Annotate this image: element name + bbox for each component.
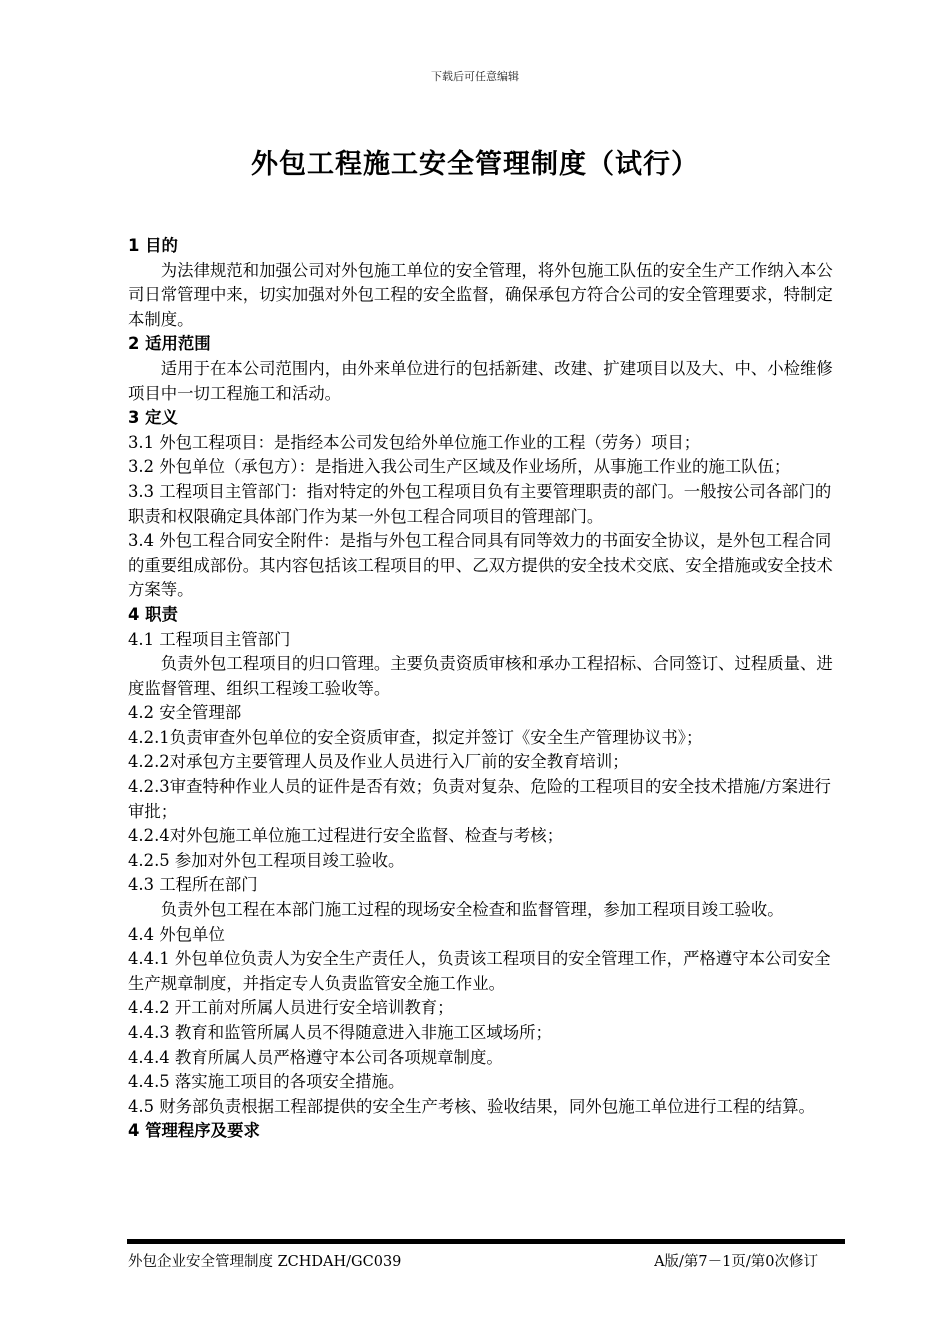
clause: 4.2.2对承包方主要管理人员及作业人员进行入厂前的安全教育培训； (128, 752, 629, 772)
paragraph: 负责外包工程项目的归口管理。主要负责资质审核和承办工程招标、合同签订、过程质量、进度监督管理、组织工程竣工验收等。 (128, 654, 833, 698)
clause: 4.4.1 外包单位负责人为安全生产责任人，负责该工程项目的安全管理工作，严格遵守本公司安全生产规章制度，并指定专人负责监管安全施工作业。 (128, 949, 831, 993)
footer-document-code: 外包企业安全管理制度 ZCHDAH/GC039 (128, 1254, 402, 1270)
clause: 4.1 工程项目主管部门 (128, 629, 291, 649)
paragraph: 为法律规范和加强公司对外包施工单位的安全管理，将外包施工队伍的安全生产工作纳入本公司日常管理中来，切实加强对外包工程的安全监督，确保承包方符合公司的安全管理要求，特制定本制度。 (128, 260, 833, 329)
clause: 4.4 外包单位 (128, 924, 225, 944)
section-heading-purpose: 1 目的 (128, 236, 178, 255)
clause: 4.2.5 参加对外包工程项目竣工验收。 (128, 850, 405, 870)
clause: 4.3 工程所在部门 (128, 875, 258, 895)
section-heading-definitions: 3 定义 (128, 408, 178, 428)
clause: 4.4.2 开工前对所属人员进行安全培训教育； (128, 998, 454, 1018)
clause: 4.4.3 教育和监管所属人员不得随意进入非施工区域场所； (128, 1023, 552, 1042)
clause: 4.2 安全管理部 (128, 703, 242, 723)
clause: 3.1 外包工程项目：是指经本公司发包给外单位施工作业的工程（劳务）项目； (128, 432, 701, 452)
paragraph: 适用于在本公司范围内，由外来单位进行的包括新建、改建、扩建项目以及大、中、小检维修项目中一切工程施工和活动。 (128, 358, 833, 403)
document-body (128, 234, 838, 1144)
clause: 3.4 外包工程合同安全附件：是指与外包工程合同具有同等效力的书面安全协议，是外包工程合同的重要组成部份。其内容包括该工程项目的甲、乙双方提供的安全技术交底、安全措施或安全技术方案等。 (128, 531, 833, 600)
section-heading-procedures: 4 管理程序及要求 (128, 1121, 260, 1141)
document-title: 外包工程施工安全管理制度（试行） (251, 149, 699, 180)
clause: 3.3 工程项目主管部门：指对特定的外包工程项目负有主要管理职责的部门。一般按公司各部门的职责和权限确定具体部门作为某一外包工程合同项目的管理部门。 (128, 481, 832, 526)
header-note: 下载后可任意编辑 (431, 70, 519, 83)
clause: 3.2 外包单位（承包方）：是指进入我公司生产区域及作业场所，从事施工作业的施工队伍； (128, 457, 791, 477)
clause: 4.2.3审查特种作业人员的证件是否有效；负责对复杂、危险的工程项目的安全技术措施/方案进行审批； (128, 777, 831, 821)
section-heading-responsibilities: 4 职责 (128, 604, 178, 624)
clause: 4.2.4对外包施工单位施工过程进行安全监督、检查与考核； (128, 826, 564, 846)
clause: 4.2.1负责审查外包单位的安全资质审查，拟定并签订《安全生产管理协议书》； (128, 727, 703, 747)
clause: 4.4.4 教育所属人员严格遵守本公司各项规章制度。 (128, 1047, 503, 1067)
footer-page-info: A版/第7－1页/第0次修订 (654, 1254, 818, 1270)
clause: 4.5 财务部负责根据工程部提供的安全生产考核、验收结果，同外包施工单位进行工程的结算。 (128, 1096, 815, 1116)
section-heading-scope: 2 适用范围 (128, 334, 211, 354)
paragraph: 负责外包工程在本部门施工过程的现场安全检查和监督管理，参加工程项目竣工验收。 (160, 900, 784, 920)
clause: 4.4.5 落实施工项目的各项安全措施。 (128, 1072, 405, 1092)
footer-divider (127, 1239, 845, 1244)
